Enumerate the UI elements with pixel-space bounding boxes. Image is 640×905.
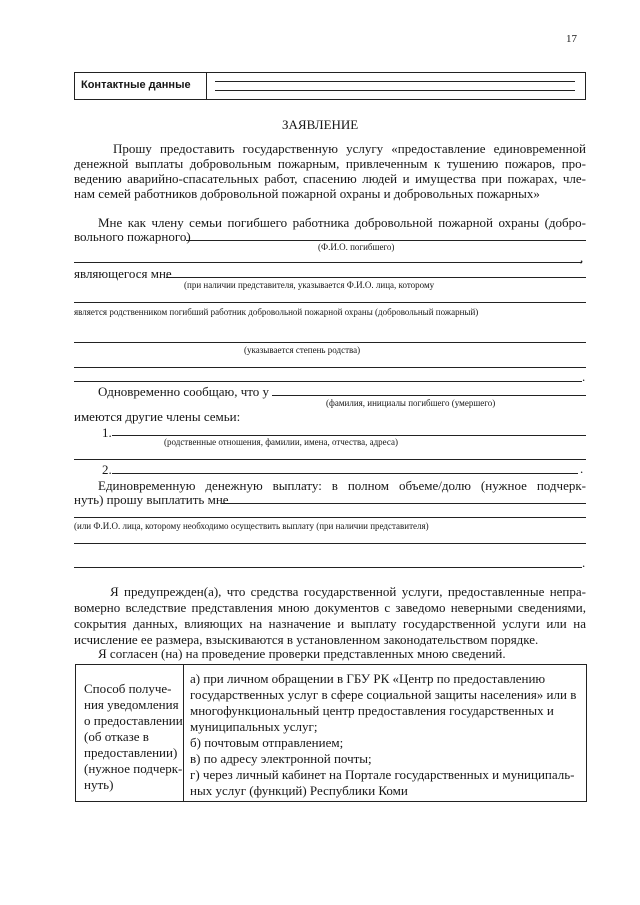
relation-degree-field[interactable] (74, 342, 586, 343)
contact-line-2[interactable] (215, 90, 575, 91)
contact-label-cell (75, 73, 207, 99)
option-b-postal[interactable]: б) почтовым отправлением; (190, 735, 344, 750)
contact-line-1[interactable] (215, 81, 575, 82)
inform-period: . (580, 461, 584, 476)
warning-line-1: Я предупрежден(а), что средства государственной услуги, предоставленные непра- (110, 584, 586, 599)
notify-label-4: (об отказе в (84, 729, 149, 744)
hint-representative: (при наличии представителя, указывается Ф.И.О. лица, которому (184, 280, 435, 290)
notify-label-6: (нужное подчерк- (84, 761, 183, 776)
intro-line-3: ведению аварийно-спасательных работ, спасению людей и имущества при пожарах, чле- (74, 171, 586, 186)
option-d-line-1[interactable]: г) через личный кабинет на Портале государственных и муниципаль- (190, 767, 575, 782)
inform-text: Одновременно сообщаю, что у (98, 384, 270, 399)
payee-field[interactable] (222, 503, 586, 504)
payee-field-4[interactable] (74, 567, 582, 568)
option-a-line-1[interactable]: а) при личном обращении в ГБУ РК «Центр по предоставлению (190, 671, 546, 686)
hint-relation-degree: (указывается степень родства) (244, 345, 361, 355)
related-label: являющегося мне (74, 266, 172, 281)
notify-label-7: нуть) (84, 777, 114, 792)
notification-table (75, 664, 587, 802)
related-period: . (582, 369, 586, 384)
deceased-name-field[interactable] (186, 240, 586, 241)
page-number: 17 (566, 33, 577, 45)
notify-label-2: ния уведомления (84, 697, 179, 712)
intro-line-4: нам семей работников добровольной пожарной охраны и добровольных пожарных» (74, 186, 540, 201)
member-comma: , (580, 250, 584, 265)
others-text: имеются другие члены семьи: (74, 409, 241, 424)
payee-field-2[interactable] (74, 517, 586, 518)
payment-line-1: Единовременную денежную выплату: в полном объеме/долю (нужное подчерк- (98, 478, 586, 493)
notify-label-5: предоставлении) (84, 745, 178, 760)
warning-line-3: сокрытия данных, влияющих на назначение и выплату государственной услуги или на (74, 616, 586, 631)
member-line-2: вольного пожарного) (74, 229, 191, 244)
member-item-1: 1. (102, 425, 112, 440)
family-member-2-field[interactable] (112, 473, 578, 474)
consent-text: Я согласен (на) на проведение проверки представленных мною сведений. (98, 646, 506, 661)
hint-deceased-name: (Ф.И.О. погибшего) (318, 242, 395, 252)
option-a-line-4[interactable]: муниципальных услуг; (190, 719, 318, 734)
notify-label-1: Способ получе- (84, 681, 172, 696)
contact-table (74, 72, 586, 100)
deceased-name-field-2[interactable] (74, 262, 582, 263)
payee-field-3[interactable] (74, 543, 586, 544)
payment-line-2: нуть) прошу выплатить мне (74, 492, 229, 507)
relation-degree-field-3[interactable] (74, 381, 582, 382)
option-a-line-2[interactable]: государственных услуг в сфере социальной защиты населения» или в (190, 687, 577, 702)
family-member-1-field[interactable] (112, 435, 586, 436)
relation-field[interactable] (166, 277, 586, 278)
deceased-initials-field[interactable] (272, 395, 586, 396)
member-item-2: 2. (102, 462, 112, 477)
hint-deceased-initials: (фамилия, инициалы погибшего (умершего) (326, 398, 496, 408)
warning-line-4: исчисление ее размера, взыскиваются в установленном законодательством порядке. (74, 632, 539, 647)
option-c-email[interactable]: в) по адресу электронной почты; (190, 751, 372, 766)
option-a-line-3[interactable]: многофункциональный центр предоставления государственных и (190, 703, 554, 718)
notify-label-3: о предоставлении (84, 713, 183, 728)
relation-degree-field-2[interactable] (74, 367, 586, 368)
contact-label: Контактные данные (81, 79, 191, 91)
representative-field[interactable] (74, 302, 586, 303)
family-member-1-field-2[interactable] (74, 459, 586, 460)
option-d-line-2[interactable]: ных услуг (функций) Республики Коми (190, 783, 408, 798)
payment-period: . (582, 555, 586, 570)
hint-family-members: (родственные отношения, фамилии, имена, отчества, адреса) (164, 437, 398, 447)
warning-line-2: вомерно вследствие представления мною документов с заведомо неверными сведениями, (74, 600, 586, 615)
intro-line-2: денежной выплаты добровольным пожарным, привлеченным к тушению пожаров, про- (74, 156, 586, 171)
document-title: ЗАЯВЛЕНИЕ (282, 117, 359, 132)
related-note: является родственником погибший работник добровольной пожарной охраны (добровольный пожарный) (74, 307, 479, 317)
member-line-1: Мне как члену семьи погибшего работника добровольной пожарной охраны (добро- (98, 215, 586, 230)
intro-line-1: Прошу предоставить государственную услугу «предоставление единовременной (113, 141, 586, 156)
notification-label-cell (76, 665, 184, 801)
hint-payee: (или Ф.И.О. лица, которому необходимо осуществить выплату (при наличии представителя) (74, 521, 429, 531)
